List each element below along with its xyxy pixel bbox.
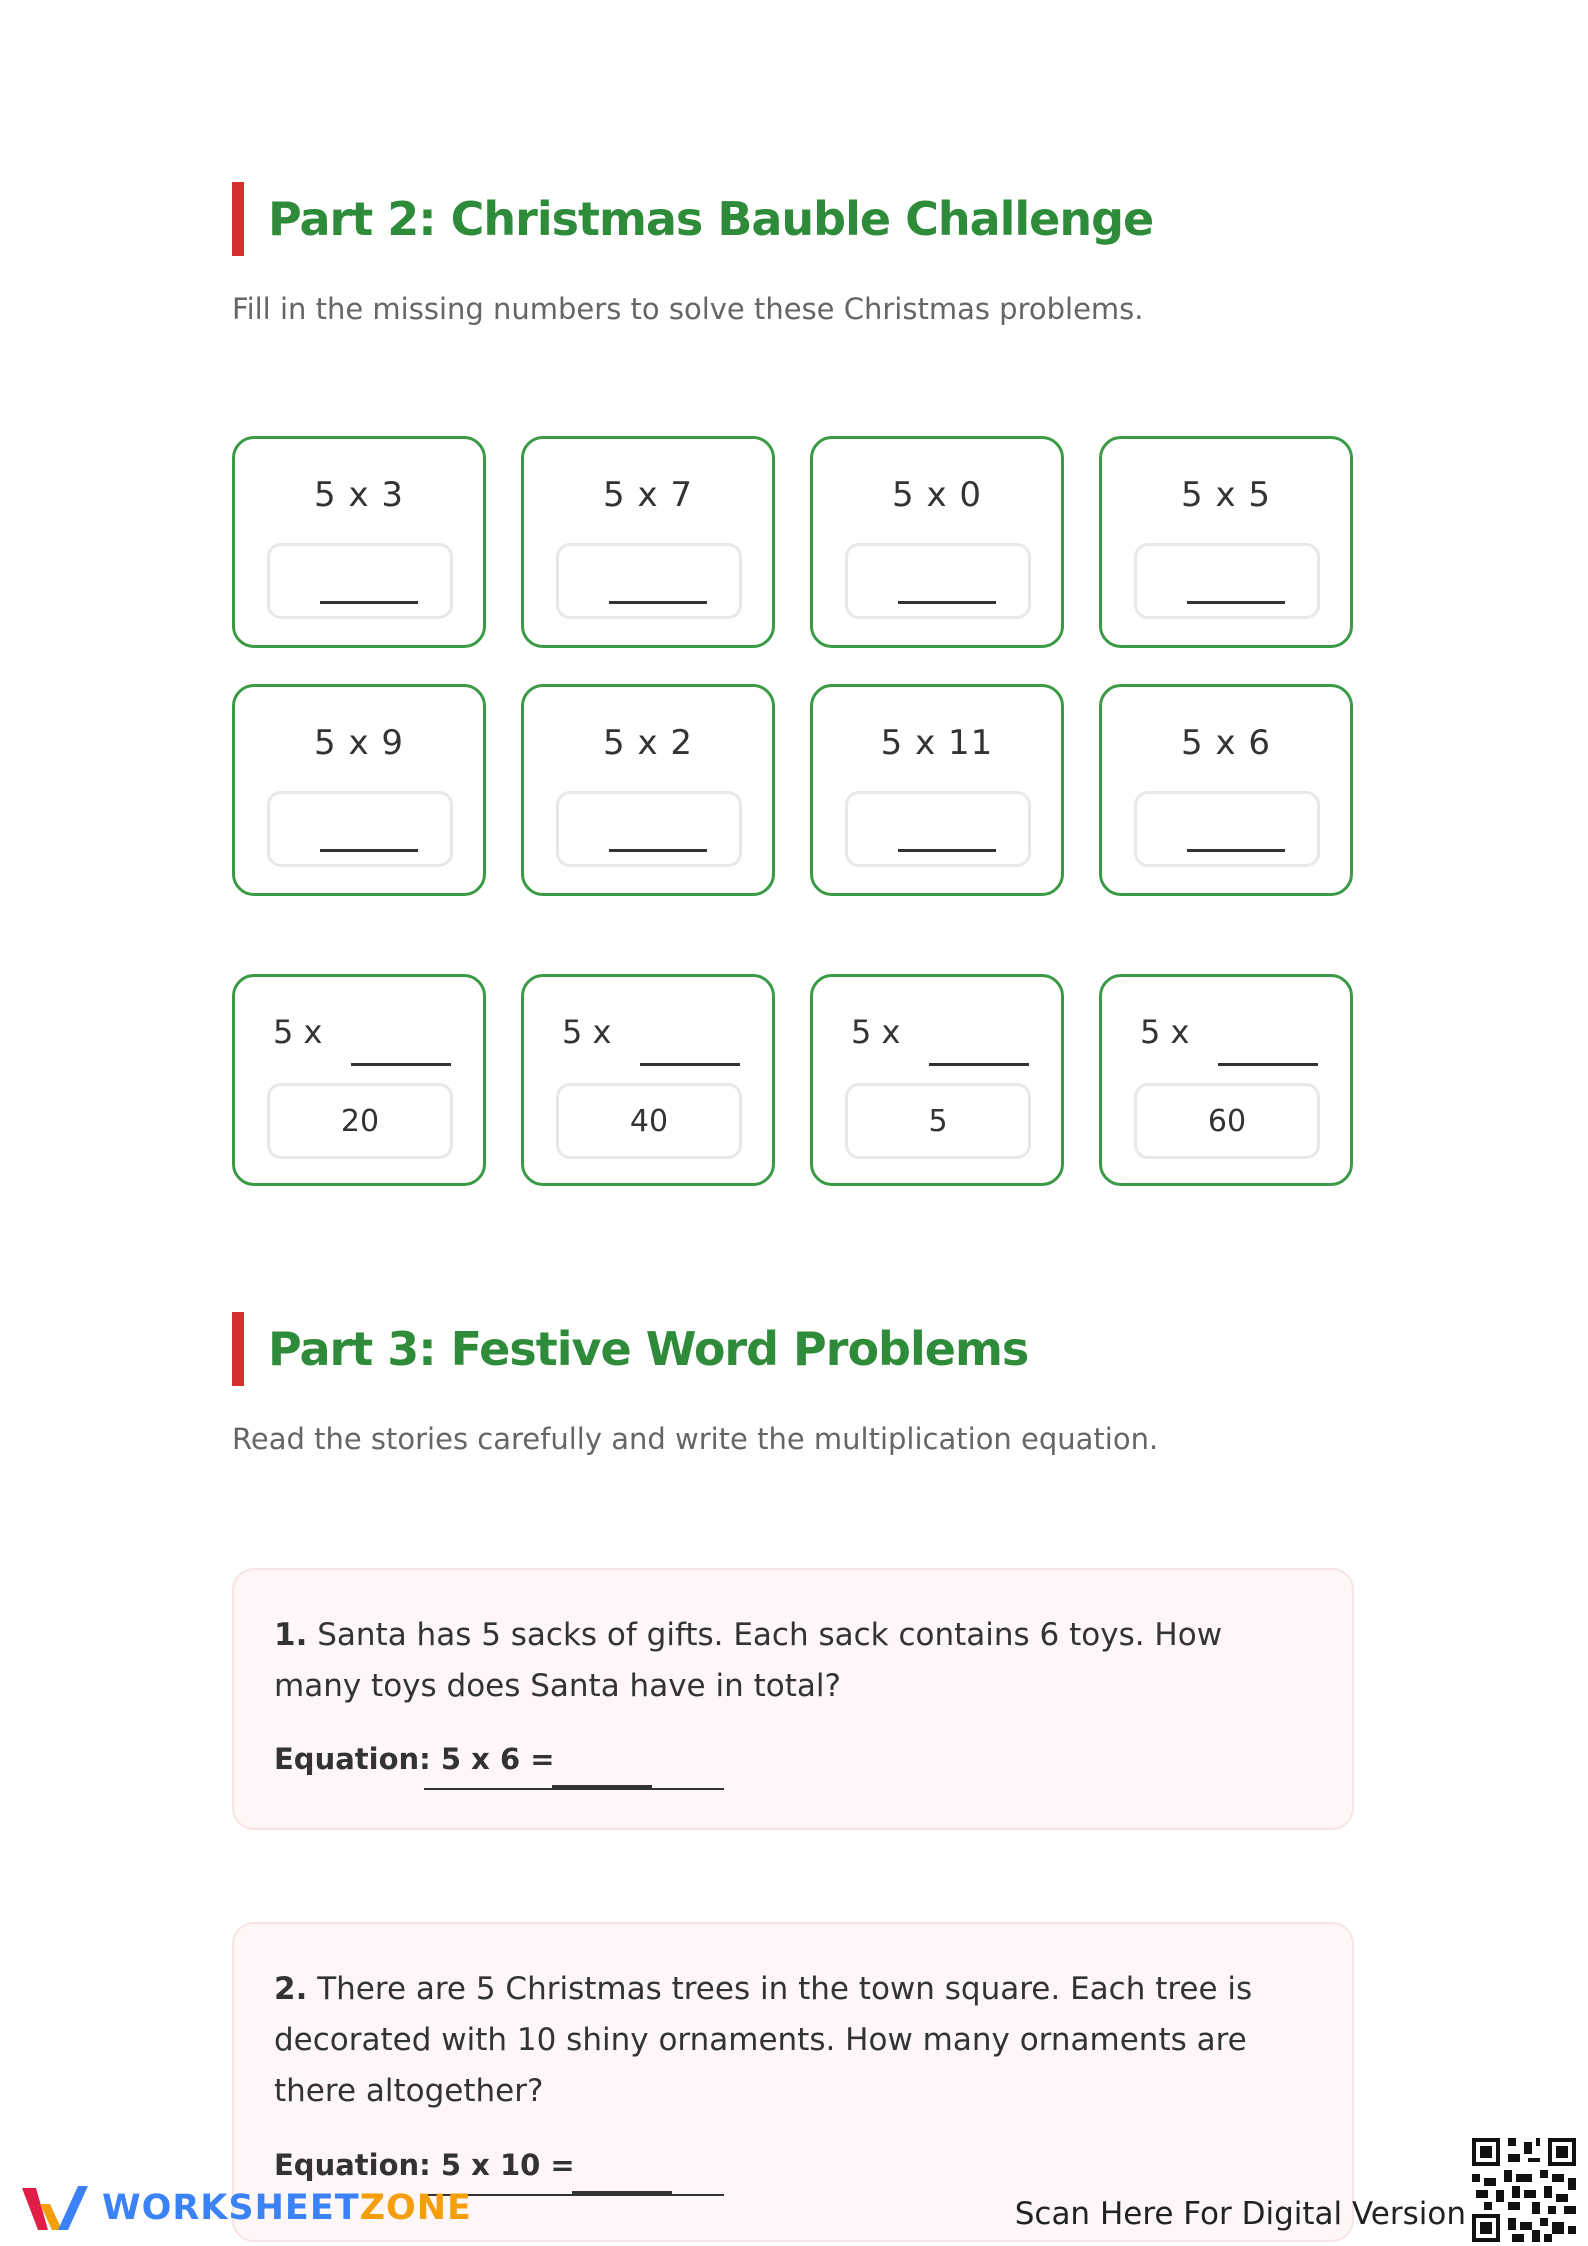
product-box: 20 bbox=[267, 1083, 453, 1159]
problem-expression: 5 x 0 bbox=[892, 475, 982, 515]
answer-box[interactable] bbox=[267, 543, 453, 619]
brand-part1: WORKSHEET bbox=[102, 2188, 360, 2228]
part2-subtitle: Fill in the missing numbers to solve these Christmas problems. bbox=[232, 292, 1144, 326]
answer-line bbox=[320, 849, 418, 852]
answer-line bbox=[609, 849, 707, 852]
answer-box[interactable] bbox=[1134, 543, 1320, 619]
answer-box[interactable] bbox=[556, 791, 742, 867]
brand-part2: ZONE bbox=[359, 2188, 472, 2228]
equation-label: Equation: bbox=[274, 1742, 431, 1776]
problem-statement: There are 5 Christmas trees in the town square. Each tree is decorated with 10 shiny ornaments. How many ornaments are there altogether? bbox=[274, 1971, 1253, 2109]
word-problem-text bbox=[274, 1610, 1312, 1712]
problem-expression: 5 x 6 bbox=[1181, 723, 1271, 763]
answer-line bbox=[1187, 849, 1285, 852]
answer-line bbox=[898, 601, 996, 604]
problem-card bbox=[521, 436, 775, 648]
answer-blank[interactable] bbox=[572, 2191, 672, 2194]
product-box: 5 bbox=[845, 1083, 1031, 1159]
problem-card bbox=[1099, 436, 1353, 648]
equation-row bbox=[274, 2148, 575, 2182]
answer-line bbox=[898, 849, 996, 852]
answer-line bbox=[320, 601, 418, 604]
product-box: 40 bbox=[556, 1083, 742, 1159]
problem-card bbox=[232, 436, 486, 648]
equation-underline bbox=[424, 1788, 724, 1790]
part2-title: Part 2: Christmas Bauble Challenge bbox=[232, 182, 1153, 256]
answer-box[interactable] bbox=[845, 543, 1031, 619]
missing-factor-card bbox=[521, 974, 775, 1186]
answer-box[interactable] bbox=[845, 791, 1031, 867]
factor-prefix: 5 x bbox=[562, 1013, 612, 1051]
part3-subtitle: Read the stories carefully and write the multiplication equation. bbox=[232, 1422, 1159, 1456]
factor-prefix: 5 x bbox=[1140, 1013, 1190, 1051]
missing-factor-blank[interactable] bbox=[351, 1063, 451, 1066]
missing-factor-card bbox=[232, 974, 486, 1186]
problem-card bbox=[521, 684, 775, 896]
problem-statement: Santa has 5 sacks of gifts. Each sack contains 6 toys. How many toys does Santa have in total? bbox=[274, 1617, 1223, 1704]
equation-row bbox=[274, 1742, 555, 1776]
problem-expression: 5 x 2 bbox=[603, 723, 693, 763]
worksheetzone-logo[interactable] bbox=[18, 2180, 472, 2236]
word-problem-text bbox=[274, 1964, 1312, 2117]
w-logo-icon bbox=[18, 2180, 92, 2236]
problem-number: 2. bbox=[274, 1971, 308, 2007]
missing-factor-blank[interactable] bbox=[1218, 1063, 1318, 1066]
answer-blank[interactable] bbox=[552, 1785, 652, 1788]
missing-factor-card bbox=[810, 974, 1064, 1186]
factor-prefix: 5 x bbox=[273, 1013, 323, 1051]
part3-title: Part 3: Festive Word Problems bbox=[232, 1312, 1028, 1386]
problem-expression: 5 x 7 bbox=[603, 475, 693, 515]
problem-expression: 5 x 3 bbox=[314, 475, 404, 515]
missing-factor-blank[interactable] bbox=[640, 1063, 740, 1066]
problem-expression: 5 x 11 bbox=[880, 723, 994, 763]
problem-expression: 5 x 5 bbox=[1181, 475, 1271, 515]
qr-code-icon[interactable] bbox=[1472, 2138, 1576, 2242]
problem-number: 1. bbox=[274, 1617, 308, 1653]
problem-card bbox=[232, 684, 486, 896]
answer-box[interactable] bbox=[267, 791, 453, 867]
problem-expression: 5 x 9 bbox=[314, 723, 404, 763]
problem-card bbox=[810, 684, 1064, 896]
factor-prefix: 5 x bbox=[851, 1013, 901, 1051]
equation-expression: 5 x 10 = bbox=[440, 2148, 575, 2182]
word-problem-card bbox=[232, 1568, 1354, 1830]
answer-line bbox=[609, 601, 707, 604]
answer-box[interactable] bbox=[556, 543, 742, 619]
answer-box[interactable] bbox=[1134, 791, 1320, 867]
equation-label: Equation: bbox=[274, 2148, 431, 2182]
missing-factor-card bbox=[1099, 974, 1353, 1186]
brand-name bbox=[102, 2188, 472, 2228]
scan-caption: Scan Here For Digital Version bbox=[1014, 2196, 1466, 2232]
problem-card bbox=[1099, 684, 1353, 896]
product-box: 60 bbox=[1134, 1083, 1320, 1159]
equation-expression: 5 x 6 = bbox=[440, 1742, 555, 1776]
problem-card bbox=[810, 436, 1064, 648]
missing-factor-blank[interactable] bbox=[929, 1063, 1029, 1066]
answer-line bbox=[1187, 601, 1285, 604]
